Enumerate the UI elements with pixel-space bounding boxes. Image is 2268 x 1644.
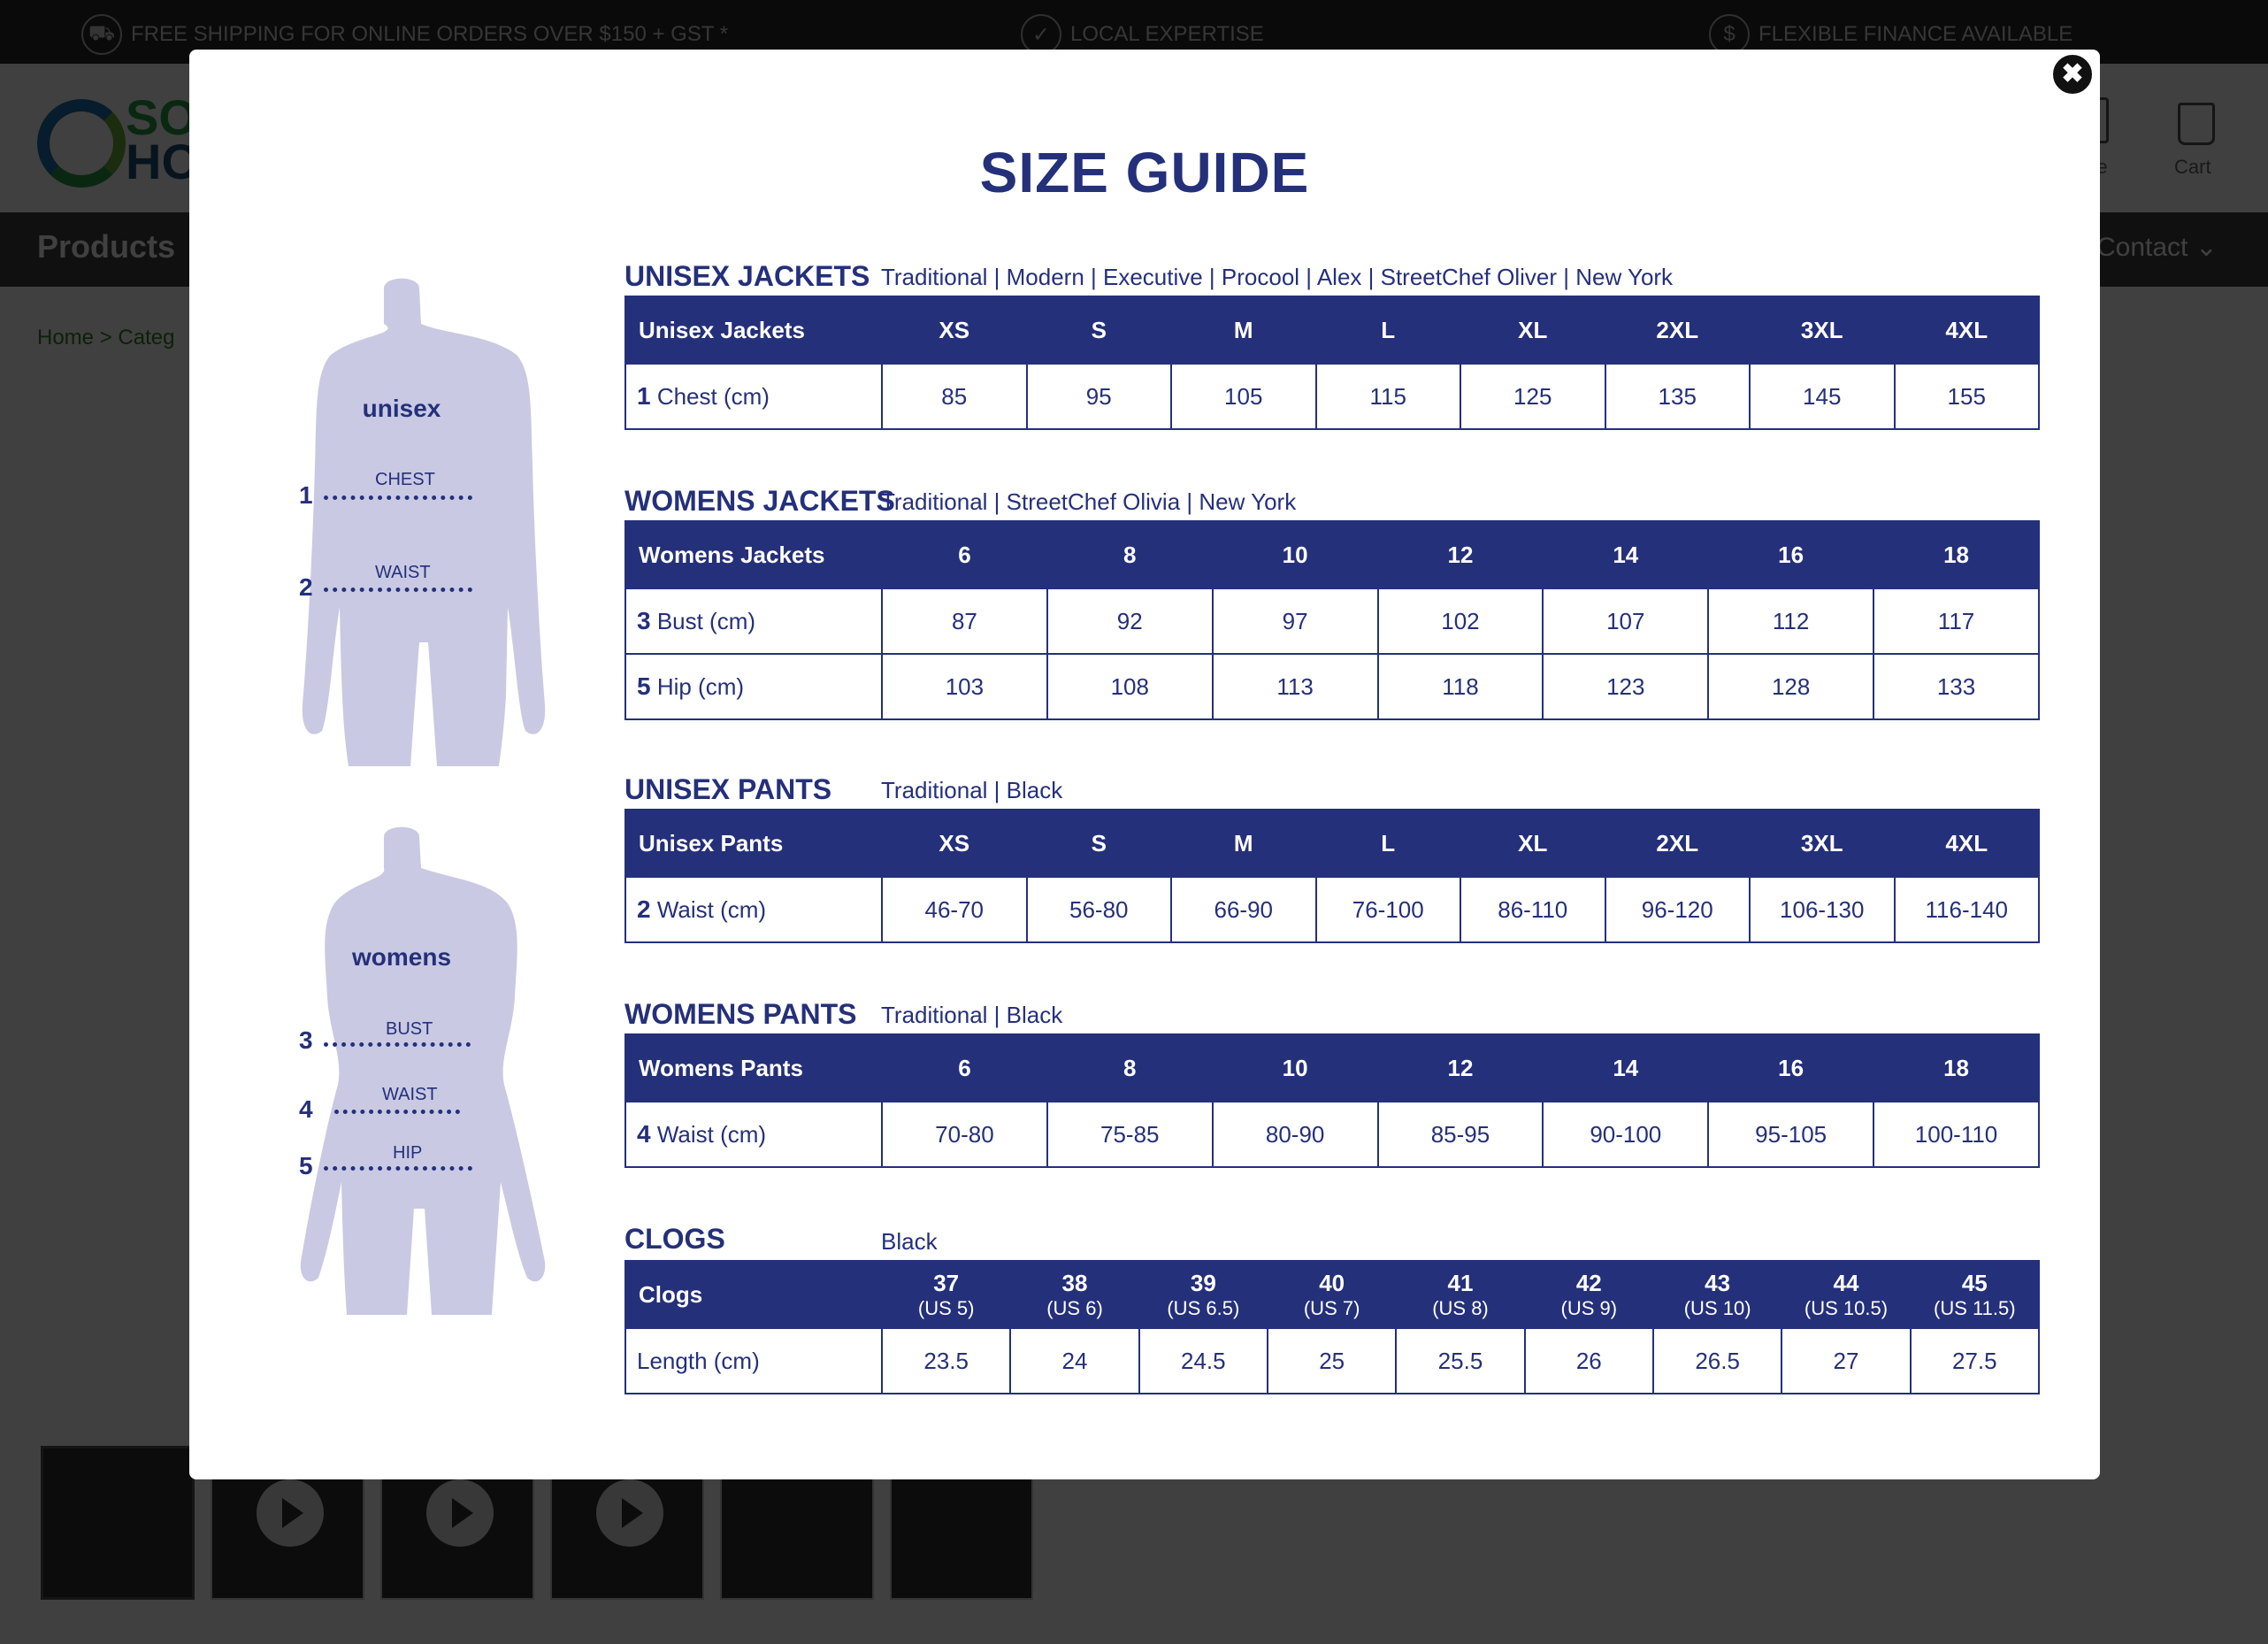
table-header-cell: M — [1171, 810, 1316, 877]
table-cell: 128 — [1708, 654, 1873, 719]
table-row — [625, 364, 2039, 429]
table-header-row — [625, 1261, 2039, 1328]
table-row — [625, 1328, 2039, 1394]
table-cell: 87 — [882, 588, 1047, 654]
waist-dotted-line — [334, 1110, 460, 1114]
table-cell: 24.5 — [1139, 1328, 1268, 1394]
table-header-cell: 8 — [1047, 521, 1213, 588]
measure-number: 2 — [637, 895, 651, 923]
table-row — [625, 877, 2039, 942]
table-cell: 133 — [1873, 654, 2039, 719]
unisex-jackets-styles: Traditional | Modern | Executive | Procool | Alex | StreetChef Oliver | New York — [881, 264, 1674, 290]
measure-number: 3 — [637, 607, 651, 634]
table-header-cell: S — [1027, 810, 1172, 877]
row-label-text: Hip (cm) — [656, 673, 745, 700]
table-header-row — [625, 810, 2039, 877]
measure-number: 2 — [299, 573, 313, 601]
table-cell: 112 — [1708, 588, 1873, 654]
table-header-cell: 2XL — [1605, 296, 1751, 364]
row-label — [625, 1102, 882, 1167]
table-header-cell: 4XL — [1895, 296, 2040, 364]
table-cell: 85-95 — [1378, 1102, 1544, 1167]
table-header-cell — [1911, 1261, 2039, 1328]
table-header-cell: 3XL — [1750, 296, 1895, 364]
eu-size: 40 — [1319, 1269, 1345, 1296]
row-label-text: Chest (cm) — [656, 383, 770, 410]
hip-dotted-line — [324, 1166, 472, 1171]
table-cell: 25.5 — [1396, 1328, 1524, 1394]
table-header-cell: 8 — [1047, 1034, 1213, 1102]
us-size: (US 10.5) — [1804, 1296, 1889, 1319]
womens-jackets-styles: Traditional | StreetChef Olivia | New York — [881, 488, 1297, 515]
womens-pants-table — [624, 1033, 2040, 1168]
measure-number: 1 — [299, 481, 313, 509]
measure-label: BUST — [386, 1019, 433, 1039]
measure-label: WAIST — [382, 1085, 438, 1104]
table-cell: 145 — [1750, 364, 1895, 429]
eu-size: 39 — [1190, 1269, 1216, 1296]
table-cell: 115 — [1316, 364, 1461, 429]
table-cell: 86-110 — [1460, 877, 1605, 942]
table-cell: 92 — [1047, 588, 1213, 654]
table-header-row — [625, 296, 2039, 364]
table-cell: 24 — [1010, 1328, 1138, 1394]
table-cell: 70-80 — [882, 1102, 1047, 1167]
figure-label: unisex — [362, 395, 441, 422]
table-cell: 27.5 — [1911, 1328, 2039, 1394]
womens-jackets-title: WOMENS JACKETS — [624, 485, 895, 517]
table-header-cell — [1139, 1261, 1268, 1328]
table-header-cell — [1396, 1261, 1524, 1328]
table-header-cell: 10 — [1213, 521, 1378, 588]
unisex-pants-title: UNISEX PANTS — [624, 773, 832, 805]
table-cell: 113 — [1213, 654, 1378, 719]
table-header-cell: XS — [882, 810, 1027, 877]
measure-number: 4 — [637, 1120, 651, 1148]
measure-label: CHEST — [375, 470, 435, 489]
us-size: (US 7) — [1303, 1296, 1360, 1319]
table-header-cell: 16 — [1708, 1034, 1873, 1102]
table-cell: 118 — [1378, 654, 1544, 719]
table-cell: 105 — [1171, 364, 1316, 429]
table-cell: 95-105 — [1708, 1102, 1873, 1167]
table-header-cell: 14 — [1543, 1034, 1708, 1102]
table-header-cell: S — [1027, 296, 1172, 364]
table-header-row — [625, 521, 2039, 588]
table-cell: 95 — [1027, 364, 1172, 429]
table-header-cell: L — [1316, 810, 1461, 877]
table-header-cell: Clogs — [625, 1261, 882, 1328]
unisex-body-silhouette — [251, 271, 552, 766]
table-cell: 75-85 — [1047, 1102, 1213, 1167]
table-header-cell: XS — [882, 296, 1027, 364]
us-size: (US 5) — [917, 1296, 975, 1319]
figure-label: womens — [351, 943, 452, 971]
womens-body-figure — [251, 819, 552, 1315]
us-size: (US 6.5) — [1167, 1296, 1240, 1319]
table-cell: 103 — [882, 654, 1047, 719]
table-header-cell: XL — [1460, 296, 1605, 364]
row-label — [625, 364, 882, 429]
chest-dotted-line — [324, 496, 472, 500]
table-cell: 100-110 — [1873, 1102, 2039, 1167]
clogs-table — [624, 1260, 2040, 1394]
eu-size: 38 — [1061, 1269, 1088, 1296]
table-header-cell: Unisex Pants — [625, 810, 882, 877]
clogs-title: CLOGS — [624, 1223, 725, 1255]
us-size: (US 6) — [1046, 1296, 1103, 1319]
measure-number: 5 — [637, 672, 651, 700]
table-header-cell: XL — [1460, 810, 1605, 877]
womens-jackets-table — [624, 520, 2040, 720]
table-header-cell: 16 — [1708, 521, 1873, 588]
clogs-styles: Black — [881, 1228, 938, 1255]
table-header-cell: M — [1171, 296, 1316, 364]
eu-size: 37 — [933, 1269, 960, 1296]
table-cell: 76-100 — [1316, 877, 1461, 942]
row-label — [625, 588, 882, 654]
table-cell: 46-70 — [882, 877, 1027, 942]
table-header-cell — [1781, 1261, 1910, 1328]
table-cell: 155 — [1895, 364, 2040, 429]
unisex-body-figure — [251, 271, 552, 766]
table-header-cell — [1525, 1261, 1653, 1328]
table-cell: 96-120 — [1605, 877, 1751, 942]
table-header-row — [625, 1034, 2039, 1102]
measure-number: 4 — [299, 1095, 313, 1123]
measure-number: 5 — [299, 1152, 313, 1179]
table-header-cell: 12 — [1378, 521, 1544, 588]
table-cell: 97 — [1213, 588, 1378, 654]
table-cell: 123 — [1543, 654, 1708, 719]
womens-body-silhouette — [251, 819, 552, 1315]
table-header-cell: 18 — [1873, 521, 2039, 588]
us-size: (US 10) — [1683, 1296, 1751, 1319]
table-header-cell — [1010, 1261, 1138, 1328]
row-label: Length (cm) — [625, 1328, 882, 1394]
bust-dotted-line — [324, 1042, 471, 1047]
table-header-cell: 10 — [1213, 1034, 1378, 1102]
measure-number: 1 — [637, 382, 651, 410]
table-cell: 23.5 — [882, 1328, 1010, 1394]
us-size: (US 11.5) — [1934, 1296, 2016, 1319]
table-cell: 26 — [1525, 1328, 1653, 1394]
table-cell: 106-130 — [1750, 877, 1895, 942]
table-cell: 66-90 — [1171, 877, 1316, 942]
eu-size: 44 — [1833, 1269, 1859, 1296]
table-cell: 108 — [1047, 654, 1213, 719]
row-label — [625, 877, 882, 942]
table-header-cell: L — [1316, 296, 1461, 364]
eu-size: 45 — [1961, 1269, 1988, 1296]
unisex-pants-table — [624, 809, 2040, 943]
size-guide-modal — [189, 50, 2100, 1479]
table-header-cell: 6 — [882, 521, 1047, 588]
table-row — [625, 1102, 2039, 1167]
womens-pants-title: WOMENS PANTS — [624, 998, 857, 1030]
table-header-cell — [882, 1261, 1010, 1328]
table-header-cell: 14 — [1543, 521, 1708, 588]
table-cell: 56-80 — [1027, 877, 1172, 942]
table-header-cell — [1653, 1261, 1781, 1328]
measure-number: 3 — [299, 1026, 313, 1054]
table-cell: 116-140 — [1895, 877, 2040, 942]
measure-label: HIP — [393, 1143, 423, 1163]
eu-size: 43 — [1705, 1269, 1731, 1296]
table-header-cell: Womens Pants — [625, 1034, 882, 1102]
table-cell: 27 — [1781, 1328, 1910, 1394]
table-cell: 135 — [1605, 364, 1751, 429]
table-cell: 102 — [1378, 588, 1544, 654]
measure-label: WAIST — [375, 563, 431, 582]
table-cell: 25 — [1268, 1328, 1396, 1394]
waist-dotted-line — [324, 588, 472, 592]
table-row — [625, 588, 2039, 654]
table-cell: 117 — [1873, 588, 2039, 654]
table-cell: 90-100 — [1543, 1102, 1708, 1167]
eu-size: 42 — [1575, 1269, 1602, 1296]
table-header-cell: 18 — [1873, 1034, 2039, 1102]
table-header-cell: 3XL — [1750, 810, 1895, 877]
table-row — [625, 654, 2039, 719]
table-cell: 80-90 — [1213, 1102, 1378, 1167]
table-header-cell: 4XL — [1895, 810, 2040, 877]
unisex-pants-styles: Traditional | Black — [881, 777, 1063, 803]
table-cell: 107 — [1543, 588, 1708, 654]
eu-size: 41 — [1447, 1269, 1474, 1296]
size-guide-title: SIZE GUIDE — [979, 141, 1310, 204]
table-header-cell: 2XL — [1605, 810, 1751, 877]
unisex-jackets-title: UNISEX JACKETS — [624, 260, 870, 292]
table-header-cell: 6 — [882, 1034, 1047, 1102]
table-cell: 85 — [882, 364, 1027, 429]
table-header-cell: Womens Jackets — [625, 521, 882, 588]
table-cell: 26.5 — [1653, 1328, 1781, 1394]
us-size: (US 9) — [1560, 1296, 1618, 1319]
table-header-cell: Unisex Jackets — [625, 296, 882, 364]
table-cell: 125 — [1460, 364, 1605, 429]
table-header-cell — [1268, 1261, 1396, 1328]
close-icon[interactable]: ✖ — [2050, 51, 2096, 97]
row-label-text: Bust (cm) — [656, 608, 756, 634]
table-header-cell: 12 — [1378, 1034, 1544, 1102]
row-label — [625, 654, 882, 719]
row-label-text: Waist (cm) — [656, 1121, 767, 1148]
us-size: (US 8) — [1432, 1296, 1489, 1319]
unisex-jackets-table — [624, 296, 2040, 430]
womens-pants-styles: Traditional | Black — [881, 1002, 1063, 1028]
row-label-text: Waist (cm) — [656, 896, 767, 923]
